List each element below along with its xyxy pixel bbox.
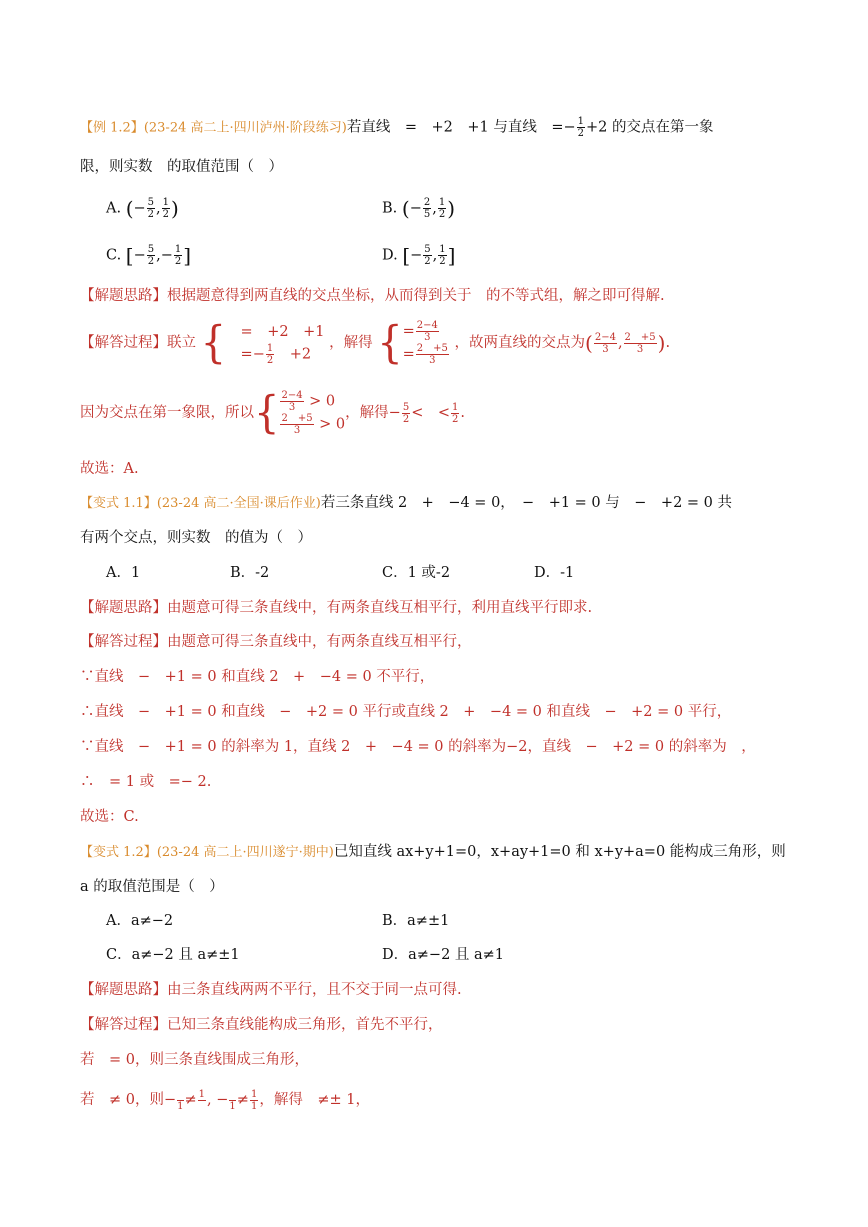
option-label: D. xyxy=(382,247,398,264)
option-a: A. (− $\frac{5}{2}$ , $\frac{1}{2}$ ) xyxy=(106,196,179,221)
process-line: ∵直线 − +1 = 0 的斜率为 1，直线 2 + −4 = 0 的斜率为−2，直线 − +2 = 0 的斜率为 ， xyxy=(80,739,756,755)
option-label: A. xyxy=(106,200,122,217)
question-text: +2 的交点在第一象 xyxy=(586,119,714,136)
fraction: $\frac{1}{2}$ xyxy=(577,116,585,139)
answer: 故选：A. xyxy=(80,461,139,477)
idea-tag: 【解题思路】 xyxy=(80,288,167,304)
process-line: ∴ = 1 或 =− 2. xyxy=(80,774,212,790)
question-text: 已知直线 ax+y+1=0，x+ay+1=0 和 x+y+a=0 能构成三角形，则 xyxy=(333,844,786,860)
option-c: C．a≠−2 且 a≠±1 xyxy=(106,947,240,963)
idea-tag: 【解题思路】 xyxy=(80,982,167,998)
option-c: C. [− $\frac{5}{2}$ ,− $\frac{1}{2}$ ] xyxy=(106,243,192,268)
source-label: (23-24 高二·全国·课后作业) xyxy=(156,496,321,511)
variant-1-1-question-line2: 有两个交点，则实数 的值为（ ） xyxy=(80,530,312,546)
process-text: 联立 xyxy=(167,335,196,351)
process-text: ，故两直线的交点为 xyxy=(454,335,586,351)
process-line: ∵直线 − +1 = 0 和直线 2 + −4 = 0 不平行， xyxy=(80,669,435,685)
process-text: < < xyxy=(411,405,450,421)
process-text: 若 ≠ 0，则 xyxy=(80,1092,164,1108)
source-label: (23-24 高二上·四川泸州·阶段练习) xyxy=(143,120,347,136)
option-a: A．1 xyxy=(106,565,141,581)
option-label: B. xyxy=(382,200,398,217)
answer: 故选：C. xyxy=(80,809,139,825)
solution-process xyxy=(80,631,472,653)
example-1-2-question xyxy=(80,116,714,140)
solution-process-2: 因为交点在第一象限，所以{ $\frac{2-4}{3}$ > 0 $\frac{2 +5}{3}$ > 0 ，解得− $\frac{5}{2}$ < < $\frac{1}{2}$ . xyxy=(80,387,465,439)
idea-tag: 【解题思路】 xyxy=(80,600,167,616)
variant-tag: 【变式 1.1】 xyxy=(80,496,157,511)
idea-text: 由三条直线两两不平行，且不交于同一点可得. xyxy=(167,982,462,998)
process-line: ∴直线 − +1 = 0 和直线 − +2 = 0 平行或直线 2 + −4 = 0 和直线 − +2 = 0 平行， xyxy=(80,704,732,720)
process-text: ，解得 xyxy=(329,335,373,351)
option-b: B．a≠±1 xyxy=(382,913,450,929)
option-label: C. xyxy=(106,247,122,264)
process-text: ，解得− xyxy=(345,405,401,421)
process-text: 由题意可得三条直线中，有两条直线互相平行， xyxy=(167,634,472,650)
solution-idea xyxy=(80,597,592,619)
idea-text: 由题意可得三条直线中，有两条直线互相平行，利用直线平行即求. xyxy=(167,600,593,616)
option-c: C．1 或-2 xyxy=(382,565,451,581)
process-text: 因为交点在第一象限，所以 xyxy=(80,405,254,421)
idea-text: 根据题意得到两直线的交点坐标，从而得到关于 的不等式组，解之即可得解. xyxy=(167,288,665,304)
solution-idea xyxy=(80,979,462,1001)
process-text: 已知三条直线能构成三角形，首先不平行， xyxy=(167,1017,443,1033)
solution-process xyxy=(80,1014,443,1036)
option-a: A．a≠−2 xyxy=(106,913,174,929)
solution-process: 【解答过程】联立 { = +2 +1 =− $\frac{1}{2}$ +2 ，解得 { = $\frac{2-4}{3}$ = $\frac{2 +5}{3}$ ，故两直线的交点为( $\frac{2-4}{3}$ , $\frac{2 +5}{3}$ ). xyxy=(80,317,671,369)
option-d: D．a≠−2 且 a≠1 xyxy=(382,947,505,963)
process-tag: 【解答过程】 xyxy=(80,634,167,650)
question-text: 若三条直线 2 + −4 = 0， − +1 = 0 与 − +2 = 0 共 xyxy=(320,495,732,511)
option-b: B. (− $\frac{2}{5}$ , $\frac{1}{2}$ ) xyxy=(382,196,456,221)
example-tag: 【例 1.2】 xyxy=(80,120,144,136)
variant-tag: 【变式 1.2】 xyxy=(80,845,157,860)
process-tag: 【解答过程】 xyxy=(80,1017,167,1033)
example-1-2-question-line2: 限，则实数 的取值范围（ ） xyxy=(80,159,283,175)
variant-1-2-question xyxy=(80,841,786,864)
option-d: D. [− $\frac{5}{2}$ , $\frac{1}{2}$ ] xyxy=(382,243,456,268)
variant-1-1-question xyxy=(80,492,732,515)
process-text: ，解得 ≠± 1， xyxy=(259,1092,370,1108)
solution-idea xyxy=(80,285,665,307)
process-line: 若 = 0，则三条直线围成三角形， xyxy=(80,1052,309,1068)
variant-1-2-question-line2: a 的取值范围是（ ） xyxy=(80,879,224,895)
source-label: (23-24 高二上·四川遂宁·期中) xyxy=(156,845,334,860)
option-b: B．-2 xyxy=(230,565,270,581)
option-d: D．-1 xyxy=(534,565,575,581)
process-tag: 【解答过程】 xyxy=(80,335,167,351)
question-text: 若直线 = +2 +1 与直线 =− xyxy=(346,119,576,136)
process-line: 若 ≠ 0，则− 1 ≠ 1 , − 1 ≠ $\frac{1}{1}$ ，解得 ≠± 1， xyxy=(80,1088,370,1112)
